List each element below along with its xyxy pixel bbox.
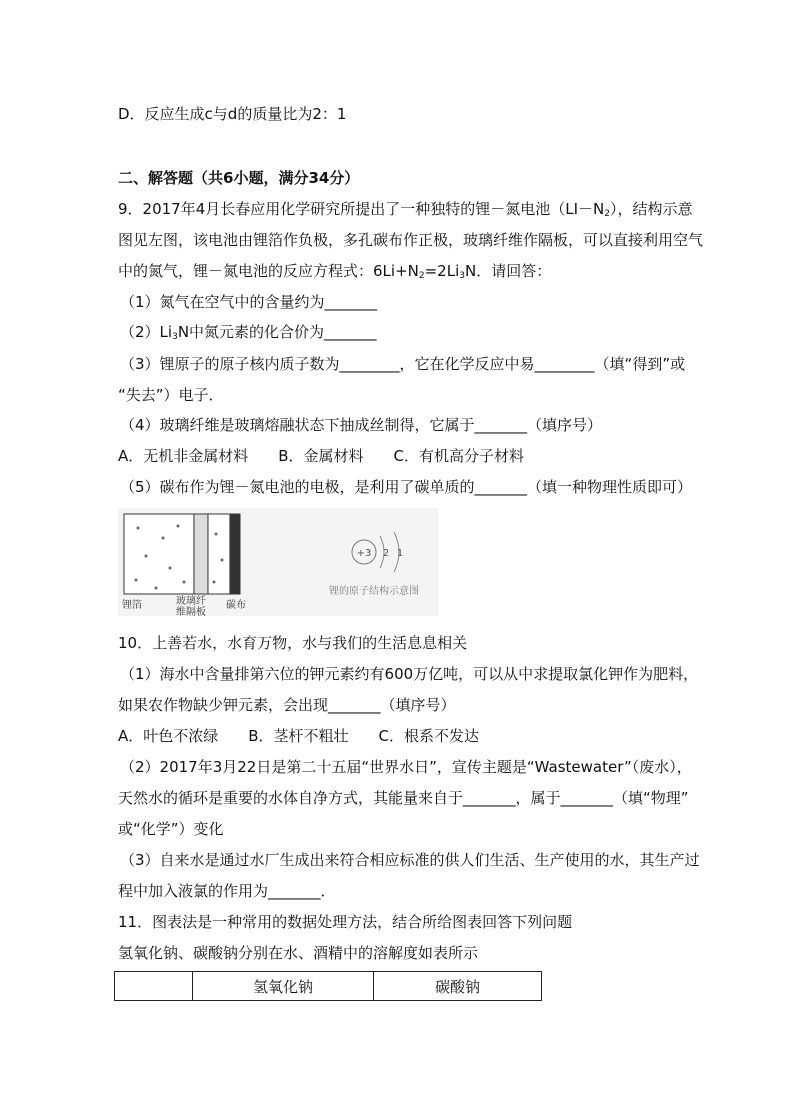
table-header-cell: 氢氧化钠 <box>193 972 374 1001</box>
nucleus-charge: +3 <box>356 548 372 559</box>
q10-sub-3: （3）自来水是通过水厂生成出来符合相应标准的供人们生活、生产使用的水，其生产过 <box>120 851 700 869</box>
q9-line-2: 图见左图，该电池由锂箔作负极，多孔碳布作正极，玻璃纤维作隔板，可以直接利用空气 <box>118 231 704 249</box>
shell-2-electrons: 1 <box>396 548 404 559</box>
q10-options: A．叶色不浓绿 B．茎杆不粗壮 C．根系不发达 <box>118 727 480 745</box>
q10-sub-3-cont: 程中加入液氯的作用为_______． <box>118 882 336 900</box>
atom-caption: 锂的原子结构示意图 <box>329 586 419 597</box>
q10-sub-1: （1）海水中含量排第六位的钾元素约有600万亿吨，可以从中求提取氯化钾作为肥料， <box>120 665 699 683</box>
q11-line-1: 11．图表法是一种常用的数据处理方法，结合所给图表回答下列问题 <box>118 913 573 931</box>
q9-sub-3: （3）锂原子的原子核内质子数为________，它在化学反应中易________（填“得到”或 <box>120 355 686 373</box>
label-glass-fiber-2: 维隔板 <box>176 607 206 616</box>
q10-sub-1-cont: 如果农作物缺少钾元素，会出现_______（填序号） <box>118 696 456 714</box>
q9-sub-5: （5）碳布作为锂－氮电池的电极，是利用了碳单质的_______（填一种物理性质即可） <box>120 478 693 496</box>
shell-1-electrons: 2 <box>382 548 390 559</box>
q10-line-1: 10．上善若水，水育万物，水与我们的生活息息相关 <box>118 634 468 652</box>
q9-figure <box>118 508 438 616</box>
label-li-foil: 锂箔 <box>122 600 142 611</box>
q10-sub-2-cont: 天然水的循环是重要的水体自净方式，其能量来自于_______，属于_______（填“物理” <box>118 789 689 807</box>
label-glass-fiber-1: 玻璃纤 <box>176 596 206 607</box>
q10-sub-2: （2）2017年3月22日是第二十五届“世界水日”，宣传主题是“Wastewater”（废水）， <box>120 758 692 776</box>
option-d: D．反应生成c与d的质量比为2：1 <box>118 105 347 123</box>
q9-line-1: 9．2017年4月长春应用化学研究所提出了一种独特的锂－氮电池$(LI-N_2)$，结构示意 <box>118 200 693 219</box>
solubility-table <box>114 971 542 1001</box>
q9-options: A．无机非金属材料 B．金属材料 C．有机高分子材料 <box>118 447 525 465</box>
table-header-cell <box>115 972 193 1001</box>
q9-line-3: 中的氮气，锂－氮电池的反应方程式：$6Li+N_2=2Li_3N$．请回答： <box>118 262 552 281</box>
section-heading: 二、解答题（共6小题，满分34分） <box>118 169 360 187</box>
battery-diagram <box>122 514 246 616</box>
q9-sub-3-cont: “失去”）电子． <box>118 386 224 404</box>
q10-sub-2-cont2: 或“化学”）变化 <box>118 820 224 838</box>
table-header-cell: 碳酸钠 <box>374 972 542 1001</box>
q9-sub-1: （1）氮气在空气中的含量约为_______ <box>120 293 378 311</box>
label-carbon-cloth: 碳布 <box>226 600 246 611</box>
q9-sub-4: （4）玻璃纤维是玻璃熔融状态下抽成丝制得，它属于_______（填序号） <box>120 416 603 434</box>
q9-sub-2: $(2)Li_3N$中氮元素的化合价为_______ <box>120 323 377 342</box>
table-header-row <box>115 972 542 1001</box>
q11-line-2: 氢氧化钠、碳酸钠分别在水、酒精中的溶解度如表所示 <box>118 944 479 962</box>
